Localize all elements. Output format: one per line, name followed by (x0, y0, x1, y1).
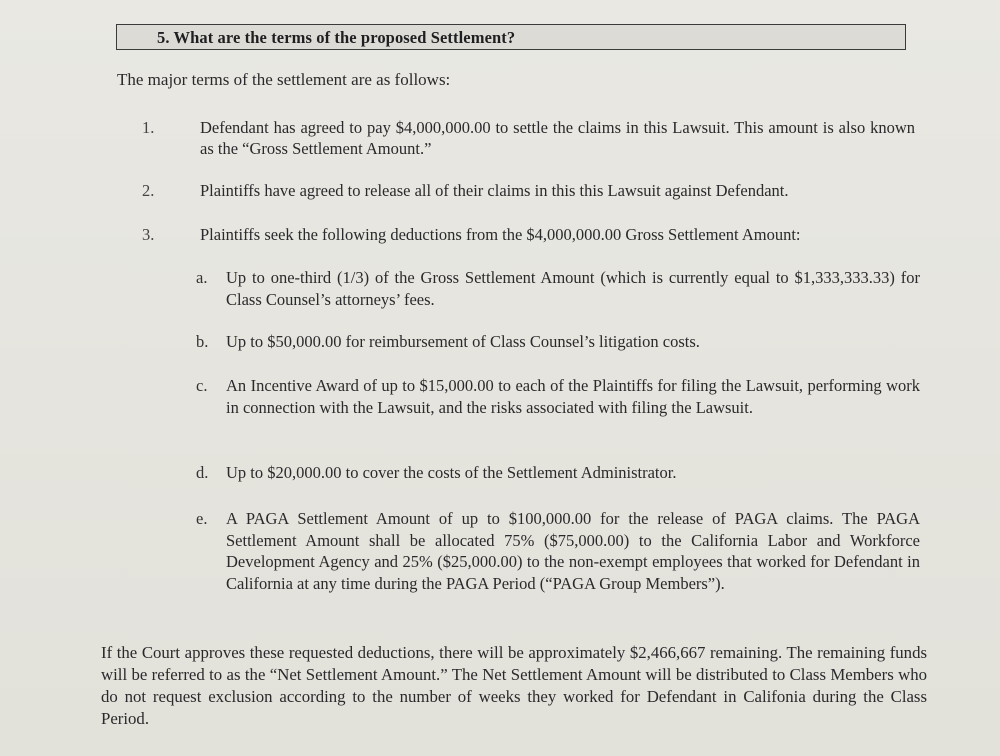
deduction-text: Up to one-third (1/3) of the Gross Settlement Amount (which is currently equal to $1,333,333.33) for Class Counsel’s attorneys’ fees. (226, 268, 920, 309)
section-heading-box (116, 24, 906, 50)
item-text: Defendant has agreed to pay $4,000,000.00 to settle the claims in this Lawsuit. This amount is also known as the “Gross Settlement Amount.” (200, 118, 915, 158)
item-text: Plaintiffs have agreed to release all of their claims in this this Lawsuit against Defendant. (200, 181, 789, 200)
item-text: Plaintiffs seek the following deductions from the $4,000,000.00 Gross Settlement Amount: (200, 225, 801, 244)
closing-paragraph: If the Court approves these requested deductions, there will be approximately $2,466,667 remaining. The remaining funds will be referred to as the “Net Settlement Amount.” The Net Settlement Amount will be distributed to Class Members who do not request exclusion according to the number of weeks they worked for Defendant in Califonia during the Class Period. (101, 643, 927, 728)
deduction-item (196, 508, 926, 618)
deduction-text: Up to $50,000.00 for reimbursement of Class Counsel’s litigation costs. (226, 332, 700, 351)
intro-text: The major terms of the settlement are as follows: (117, 70, 451, 89)
list-item (142, 180, 922, 202)
list-item (142, 117, 922, 161)
item-number: 1. (142, 118, 155, 137)
deduction-letter: d. (196, 463, 209, 482)
deduction-item (196, 331, 926, 353)
deduction-text: A PAGA Settlement Amount of up to $100,000.00 for the release of PAGA claims. The PAGA Settlement Amount shall be allocated 75% ($75,000.00) to the California Labor and Workforce Development Agency and 25% ($25,000.00) to the non-exempt employees that worked for Defendant in California at any time during the PAGA Period (“PAGA Group Members”). (226, 509, 920, 593)
deduction-text: Up to $20,000.00 to cover the costs of the Settlement Administrator. (226, 463, 677, 482)
section-heading: 5. What are the terms of the proposed Settlement? (157, 28, 516, 47)
deduction-item (196, 375, 926, 441)
deduction-letter: c. (196, 376, 208, 395)
deduction-text: An Incentive Award of up to $15,000.00 to each of the Plaintiffs for filing the Lawsuit, performing work in connection with the Lawsuit, and the risks associated with filing the Lawsuit. (226, 376, 920, 417)
item-number: 2. (142, 181, 155, 200)
deduction-letter: b. (196, 332, 209, 351)
deduction-item (196, 267, 926, 311)
deduction-letter: a. (196, 268, 208, 287)
list-item (142, 224, 922, 246)
deduction-item (196, 462, 926, 484)
deduction-letter: e. (196, 509, 208, 528)
item-number: 3. (142, 225, 155, 244)
